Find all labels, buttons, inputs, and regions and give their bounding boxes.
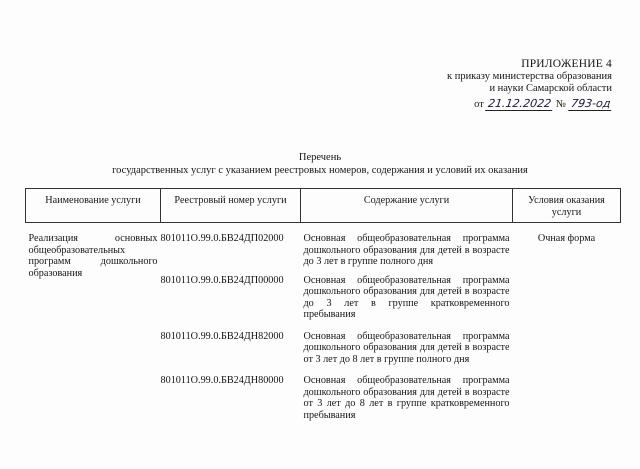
caption-title: Перечень xyxy=(298,152,342,163)
registry-code-cell: 801011О.99.0.БВ24ДП00000 xyxy=(160,274,284,286)
header-service-name: Наименование услуги xyxy=(26,189,161,223)
document-caption xyxy=(0,152,640,177)
services-table xyxy=(25,188,621,421)
table-header-row xyxy=(26,189,621,223)
content-cell: Основная общеобразовательная программа дошкольного образования для детей в возрасте от 3 лет до 8 лет в группе полного дня xyxy=(303,330,510,365)
header-registry-number: Реестровый номер услуги xyxy=(161,189,301,223)
condition-cell: Очная форма xyxy=(537,233,596,244)
order-line-1: к приказу министерства образования xyxy=(446,70,612,82)
content-cell: Основная общеобразовательная программа дошкольного образования для детей в возрасте до 3 лет в группе полного дня xyxy=(303,233,510,267)
order-header xyxy=(447,58,612,111)
order-line-2: и науки Самарской области xyxy=(489,83,612,94)
registry-code-cell: 801011О.99.0.БВ24ДН80000 xyxy=(160,375,284,386)
appendix-title: ПРИЛОЖЕНИЕ 4 xyxy=(521,58,612,70)
handwritten-number: 793-од xyxy=(568,98,613,111)
header-service-conditions: Условия оказания услуги xyxy=(513,189,621,223)
number-prefix: № xyxy=(556,98,567,110)
table-row xyxy=(26,223,621,268)
handwritten-date: 21.12.2022 xyxy=(486,98,555,111)
order-date-number-line xyxy=(447,98,612,112)
service-name-cell: Реализация основных общеобразовательных программ дошкольного образования xyxy=(28,233,158,279)
content-cell: Основная общеобразовательная программа дошкольного образования для детей в возрасте от 3 лет до 8 лет в группе кратковременного пребывания xyxy=(303,375,510,421)
registry-code-cell: 801011О.99.0.БВ24ДП02000 xyxy=(160,233,284,244)
date-prefix: от xyxy=(474,98,484,110)
registry-code-cell: 801011О.99.0.БВ24ДН82000 xyxy=(160,330,284,342)
content-cell: Основная общеобразовательная программа дошкольного образования для детей в возрасте до 3 лет в группе кратковременного пребывания xyxy=(303,274,510,320)
header-service-content: Содержание услуги xyxy=(301,189,513,223)
caption-subtitle: государственных услуг с указанием реестровых номеров, содержания и условий их оказания xyxy=(112,164,528,176)
